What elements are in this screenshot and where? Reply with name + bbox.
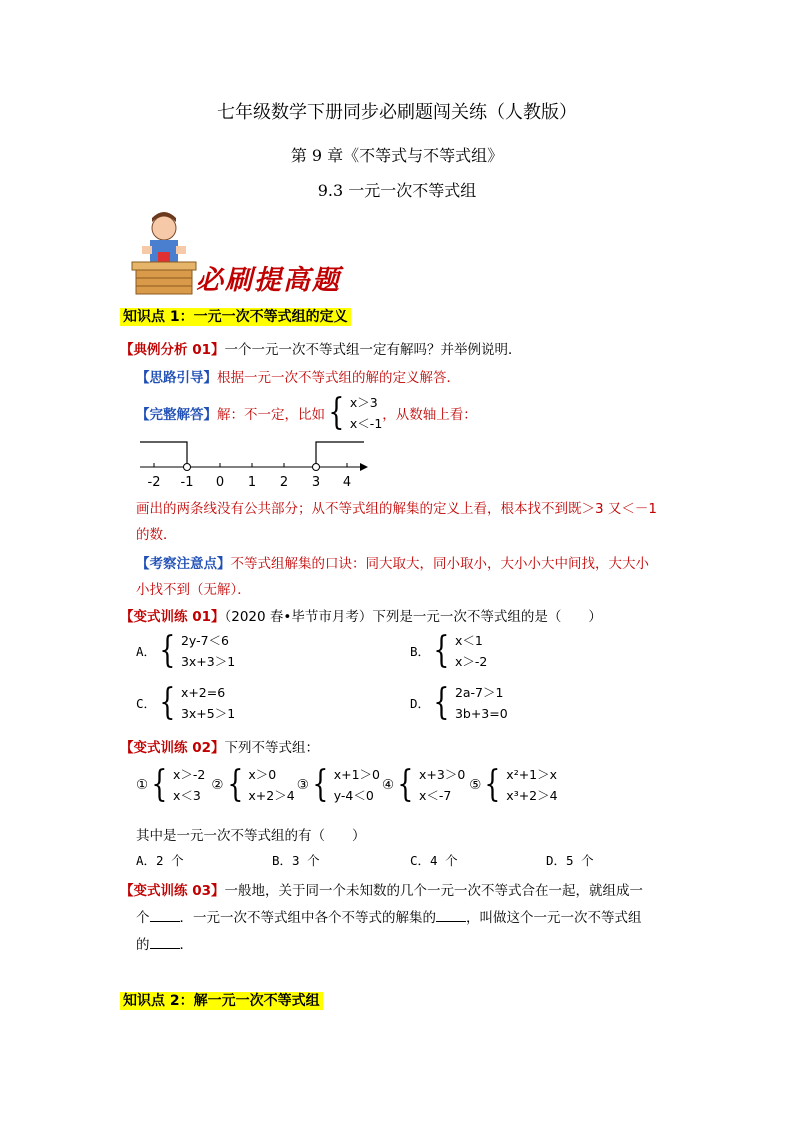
exercise-03-line-3: 的 ．: [136, 933, 193, 953]
axis-tick-label: 0: [215, 475, 225, 490]
doc-title: 七年级数学下册同步必刷题闯关练（人教版）: [217, 102, 577, 123]
note-line-1: 【考察注意点】不等式组解集的口诀：同大取大，同小取小，大小小大中间找，大大小: [136, 556, 649, 572]
exercise-01: 【变式训练 01】（2020 春•毕节市月考）下列是一元一次不等式组的是（ ）: [120, 609, 602, 625]
axis-tick-label: 2: [279, 475, 289, 490]
chapter-title: 第 9 章《不等式与不等式组》: [290, 146, 504, 165]
banner-title: 必刷提高题: [196, 265, 341, 296]
axis-tick-label: -1: [180, 475, 194, 490]
blank-3[interactable]: [150, 934, 180, 949]
axis-tick-label: 1: [247, 475, 257, 490]
explanation-line-2: 的数．: [136, 527, 177, 543]
blank-2[interactable]: [436, 907, 466, 922]
axis-tick-label: 4: [342, 475, 352, 490]
option-d: D． { 2a-7＞1 3b+3=0: [410, 682, 508, 723]
exercise-02: 【变式训练 02】下列不等式组：: [120, 740, 319, 756]
section-title: 9.3 一元一次不等式组: [317, 181, 477, 200]
choice-b: B．3 个: [272, 853, 320, 868]
choice-c: C．4 个: [410, 853, 458, 868]
example-01-hint: 【思路引导】根据一元一次不等式组的解的定义解答．: [136, 370, 460, 386]
number-line: [134, 436, 374, 490]
example-01: 【典例分析 01】一个一元一次不等式组一定有解吗？并举例说明．: [120, 342, 522, 358]
explanation-line-1: 画出的两条线没有公共部分；从不等式组的解集的定义上看，根本找不到既＞3 又＜－1: [136, 501, 657, 517]
knowledge-point-1: 知识点 1：一元一次不等式组的定义: [120, 308, 351, 326]
axis-tick-label: 3: [311, 475, 321, 490]
exercise-03-line-2: 个 ．一元一次不等式组中各个不等式的解集的 ，叫做这个一元一次不等式组: [136, 906, 642, 926]
teacher-illustration: [128, 208, 200, 300]
choice-a: A．2 个: [136, 853, 184, 868]
knowledge-point-2: 知识点 2：解一元一次不等式组: [120, 992, 323, 1010]
option-a: A． { 2y-7＜6 3x+3＞1: [136, 630, 236, 671]
exercise-03: 【变式训练 03】一般地，关于同一个未知数的几个一元一次不等式合在一起，就组成一: [120, 883, 643, 899]
option-c: C． { x+2=6 3x+5＞1: [136, 682, 236, 723]
axis-tick-label: -2: [147, 475, 161, 490]
systems-row: ① { x＞-2 x＜3 ② { x＞0 x+2＞4 ③ { x+1＞0 y-4＜0 ④ { x+3＞0 x＜-7 ⑤ { x²+1＞x x³+2＞4: [136, 764, 558, 805]
exercise-02-question: 其中是一元一次不等式组的有（ ）: [136, 828, 366, 844]
note-line-2: 小找不到（无解）．: [136, 582, 251, 598]
example-01-answer: 【完整解答】解：不一定，比如 { x＞3 x＜-1 ，从数轴上看：: [136, 392, 477, 433]
choice-d: D．5 个: [546, 853, 594, 868]
blank-1[interactable]: [150, 907, 180, 922]
option-b: B． { x＜1 x＞-2: [410, 630, 488, 671]
